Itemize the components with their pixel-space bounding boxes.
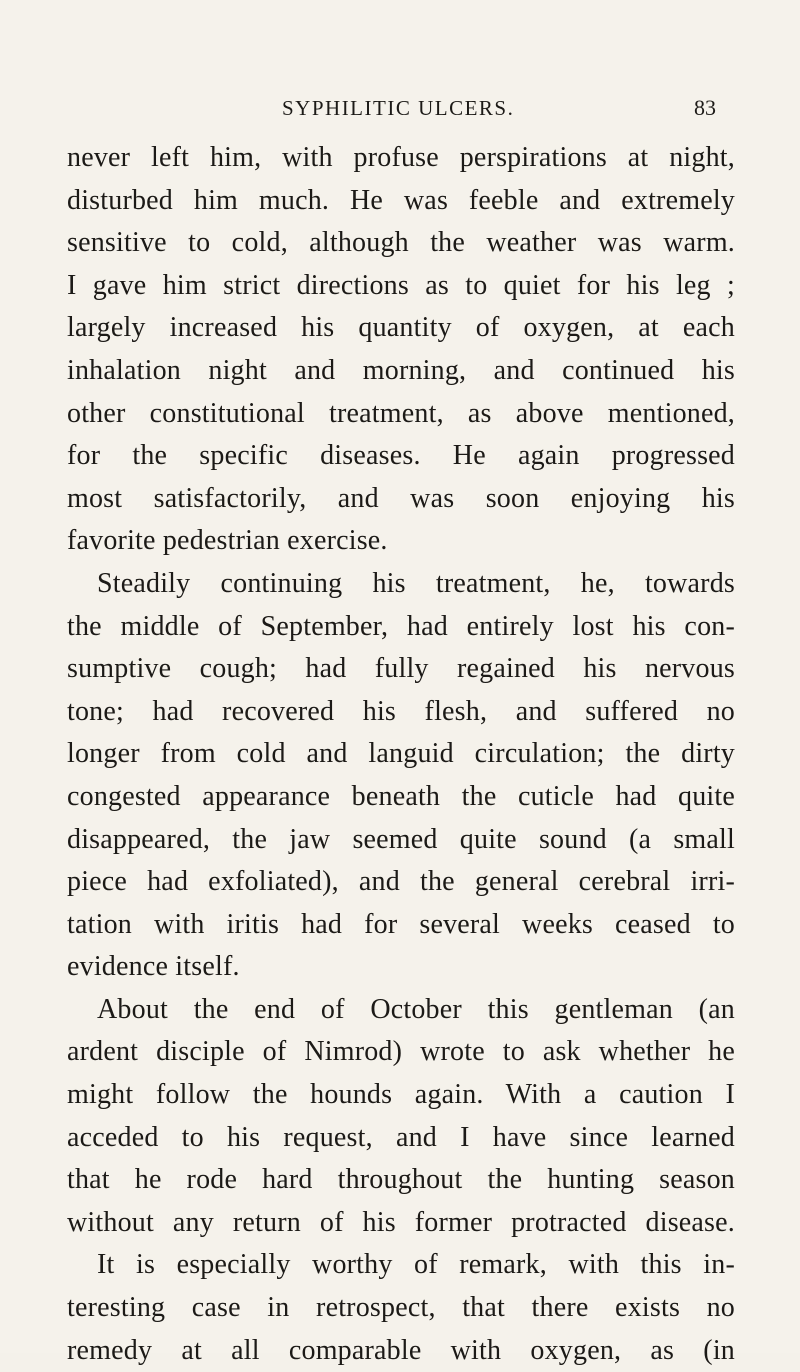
paragraph-start-line: Steadily continuing his treatment, he, towards [97,567,735,599]
text-line: might follow the hounds again. With a caution I [67,1079,735,1111]
text-line: most satisfactorily, and was soon enjoying his [67,482,735,514]
text-line: for the specific diseases. He again progressed [67,440,735,472]
text-line: longer from cold and languid circulation; the dirty [67,738,735,770]
text-line: tation with iritis had for several weeks ceased to [67,908,735,940]
text-line: that he rode hard throughout the hunting season [67,1164,735,1196]
paragraph-start-line: It is especially worthy of remark, with this in- [97,1249,735,1281]
text-line: disappeared, the jaw seemed quite sound (a small [67,823,735,855]
text-line: I gave him strict directions as to quiet for his leg ; [67,269,735,301]
text-line: favorite pedestrian exercise. [67,525,388,557]
text-line: disturbed him much. He was feeble and extremely [67,184,735,216]
text-line: never left him, with profuse perspirations at night, [67,142,735,173]
text-line: sensitive to cold, although the weather was warm. [67,227,735,259]
text-line: congested appearance beneath the cuticle had quite [67,780,735,812]
running-title: SYPHILITIC ULCERS. [282,96,515,120]
text-line: other constitutional treatment, as above mentioned, [67,397,735,429]
text-line: evidence itself. [67,951,240,983]
running-header [0,90,800,126]
text-line: remedy at all comparable with oxygen, as (in [67,1334,735,1366]
body-text [67,137,735,1372]
text-line: sumptive cough; had fully regained his nervous [67,653,735,685]
text-line: tone; had recovered his flesh, and suffered no [67,695,735,727]
text-line: teresting case in retrospect, that there exists no [67,1292,735,1324]
paragraph-start-line: About the end of October this gentleman (an [97,993,735,1025]
text-line: largely increased his quantity of oxygen, at each [67,312,735,344]
page-number: 83 [694,95,716,120]
text-line: inhalation night and morning, and continued his [67,354,735,386]
text-line: ardent disciple of Nimrod) wrote to ask whether he [67,1036,735,1068]
text-line: the middle of September, had entirely lost his con- [67,610,735,642]
text-line: without any return of his former protracted disease. [67,1206,735,1238]
text-line: acceded to his request, and I have since learned [67,1121,735,1153]
text-line: piece had exfoliated), and the general cerebral irri- [67,866,735,898]
